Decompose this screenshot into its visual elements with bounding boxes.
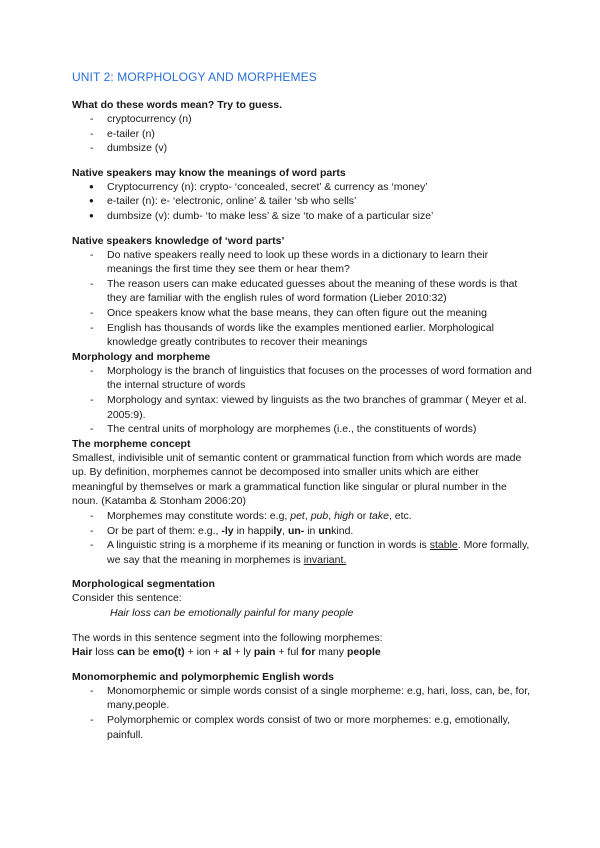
list-item: ● Cryptocurrency (n): crypto- ‘concealed, secret’ & currency as ‘money’ bbox=[72, 180, 532, 195]
section-heading-segmentation: Morphological segmentation bbox=[72, 578, 215, 591]
list-item: ● dumbsize (v): dumb- ‘to make less’ & size ‘to make of a particular size’ bbox=[72, 209, 532, 224]
list-item: - The central units of morphology are morphemes (i.e., the constituents of words) bbox=[72, 422, 532, 437]
list-item: - e-tailer (n) bbox=[72, 127, 532, 142]
list-item: - cryptocurrency (n) bbox=[72, 112, 532, 127]
list-item: - Once speakers know what the base means, they can often figure out the meaning bbox=[72, 306, 532, 321]
section-heading-word-parts: Native speakers may know the meanings of word parts bbox=[72, 166, 346, 179]
native-knowledge-list bbox=[72, 248, 532, 350]
list-item: - Morphology and syntax: viewed by linguists as the two branches of grammar ( Meyer et al. 2005:9). bbox=[72, 393, 532, 422]
list-item: - English has thousands of words like the examples mentioned earlier. Morphological knowledge greatly contributes to recover their meanings bbox=[72, 321, 532, 350]
document-title: UNIT 2: MORPHOLOGY AND MORPHEMES bbox=[72, 70, 317, 84]
morpheme-definition: Smallest, indivisible unit of semantic content or grammatical function from which words are made up. By definition, morphemes cannot be decomposed into smaller units which are either meaningful by themselves or mark a grammatical function like singular or plural number in the noun. (Katamba & Stonham 2006:20) bbox=[72, 451, 522, 508]
list-item: - Morphology is the branch of linguistics that focuses on the processes of word formation and the internal structure of words bbox=[72, 364, 532, 393]
list-item: - A linguistic string is a morpheme if its meaning or function in words is stable. More formally, we say that the meaning in morphemes is invariant. bbox=[72, 538, 532, 567]
list-item: - Monomorphemic or simple words consist of a single morpheme: e.g, hari, loss, can, be, for, many,people. bbox=[72, 684, 532, 713]
section-heading-mono-poly: Monomorphemic and polymorphemic English words bbox=[72, 670, 334, 683]
list-item: ● e-tailer (n): e- ‘electronic, online’ & tailer ‘sb who sells’ bbox=[72, 194, 532, 209]
list-item: - The reason users can make educated guesses about the meaning of these words is that they are familiar with the english rules of word formation (Lieber 2010:32) bbox=[72, 277, 532, 306]
list-item: - Polymorphemic or complex words consist of two or more morphemes: e.g, emotionally, painfull. bbox=[72, 713, 532, 742]
word-parts-list bbox=[72, 180, 532, 224]
list-item: - dumbsize (v) bbox=[72, 141, 532, 156]
list-item: - Do native speakers really need to look up these words in a dictionary to learn their meanings the first time they see them or hear them? bbox=[72, 248, 532, 277]
segmented-morphemes: Hair loss can be emo(t) + ion + al + ly pain + ful for many people bbox=[72, 646, 381, 659]
document-page bbox=[72, 70, 532, 742]
section-heading-guess: What do these words mean? Try to guess. bbox=[72, 99, 283, 111]
guess-word-list bbox=[72, 112, 532, 156]
section-heading-morphology: Morphology and morpheme bbox=[72, 350, 211, 363]
list-item: - Or be part of them: e.g., -ly in happily, un- in unkind. bbox=[72, 524, 532, 539]
example-sentence: Hair loss can be emotionally painful for many people bbox=[110, 607, 354, 620]
morphology-list bbox=[72, 364, 532, 437]
segmentation-explanation: The words in this sentence segment into the following morphemes: bbox=[72, 631, 383, 644]
section-heading-native-knowledge: Native speakers knowledge of ‘word parts’ bbox=[72, 234, 285, 247]
mono-poly-list bbox=[72, 684, 532, 742]
list-item: - Morphemes may constitute words: e.g, pet, pub, high or take, etc. bbox=[72, 509, 532, 524]
section-heading-morpheme-concept: The morpheme concept bbox=[72, 437, 191, 450]
morpheme-concept-list bbox=[72, 509, 532, 567]
segmentation-intro: Consider this sentence: bbox=[72, 592, 182, 605]
